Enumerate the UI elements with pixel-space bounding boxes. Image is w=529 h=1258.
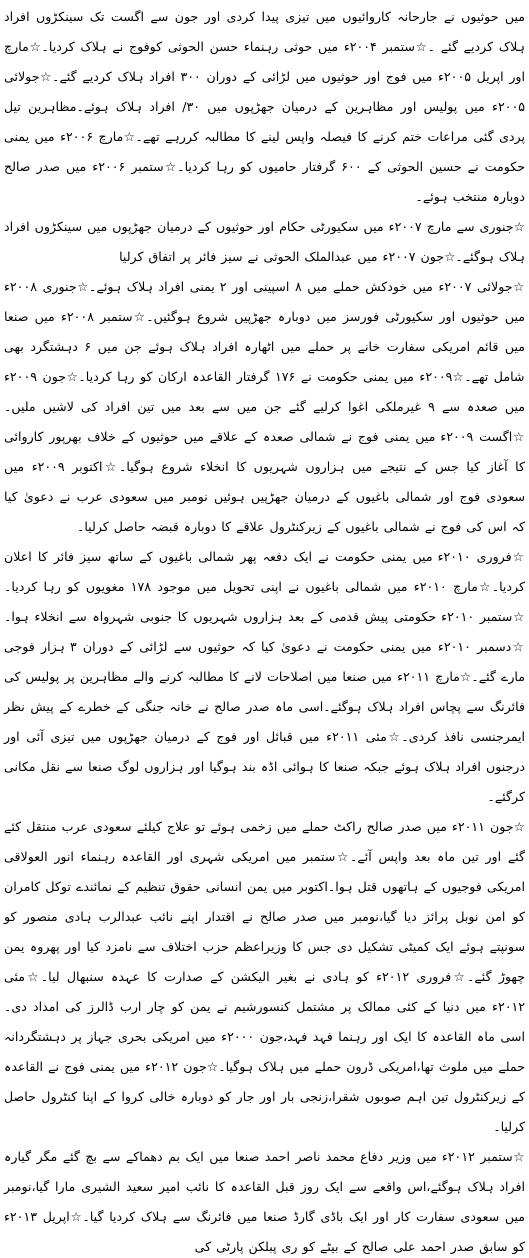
paragraph-2010-2011-events: ☆فروری ۲۰۱۰ء میں یمنی حکومت نے ایک دفعہ پھر شمالی باغیوں کے ساتھ سیز فائر کا اعلان کردیا۔☆مارچ ۲۰۱۰ء میں شمالی باغیوں نے اپنی تحویل میں موجود ۱۷۸ مغویوں کو رہا کردیا۔☆ستمبر ۲۰۱۰ء حکومتی پیش قدمی کے بعد ہزاروں شہریوں کا جنوبی شہرواہ سے انخلاء ہوا۔☆دسمبر ۲۰۱۰ء میں یمنی حکومت نے دعویٰ کیا کہ حوثیوں سے لڑائی کے دوران ۳ ہزار فوجی مارے گئے۔☆مارچ ۲۰۱۱ء میں صنعا میں اصلاحات لانے کا مطالبہ کرنے والے مظاہرین پر پولیس کی فائرنگ سے پچاس افراد ہلاک ہوگئے۔اسی ماہ صدر صالح نے خانہ جنگی کے خطرے کے پیش نظر ایمرجنسی نافذ کردی۔☆مئی ۲۰۱۱ء میں قبائل اور فوج کے درمیان جھڑپوں میں تیزی آئی اور درجنوں افراد ہلاک ہوئے جبکہ صنعا کا ہوائی اڈہ بند ہوگیا اور ہزاروں لوگ صنعا سے نقل مکانی کرگئے۔	[4, 549, 526, 804]
paragraph-2007-2009-events: ☆جولائی ۲۰۰۷ء میں خودکش حملے میں ۸ اسپینی اور ۲ یمنی افراد ہلاک ہوئے۔☆جنوری ۲۰۰۸ء میں حوثیوں اور سکیورٹی فورسز میں دوبارہ جھڑپیں شروع ہوگئیں۔☆ستمبر ۲۰۰۸ء میں صنعا میں قائم امریکی سفارت خانے پر حملے میں اٹھارہ افراد ہلاک ہوئے جن میں ۶ دہشتگرد بھی شامل تھے۔☆۲۰۰۹ء میں یمنی حکومت نے ۱۷۶ گرفتار القاعدہ ارکان کو رہا کردیا۔☆جون ۲۰۰۹ء میں صعدہ سے ۹ غیرملکی اغوا کرلیے گئے جن میں سے بعد میں تین افراد کی لاشیں ملیں۔☆اگست ۲۰۰۹ء میں یمنی فوج نے شمالی صعدہ کے علاقے میں حوثیوں کے خلاف بھرپور کاروائی کا آغاز کیا جس کے نتیجے میں ہزاروں شہریوں کا انخلاء شروع ہوگیا۔☆اکتوبر ۲۰۰۹ء میں سعودی فوج اور شمالی باغیوں کے درمیان جھڑپیں ہوئیں نومبر میں سعودی عرب نے دعویٰ کیا کہ اس کی فوج نے شمالی باغیوں کے زیرکنٹرول علاقے کا دوبارہ قبضہ حاصل کرلیا۔	[4, 279, 526, 534]
paragraph-houthi-2004-2006: میں حوثیوں نے جارحانہ کاروائیوں میں تیزی پیدا کردی اور جون سے اگست تک سینکڑوں افراد ہلاک کردیے گئے ۔☆ستمبر ۲۰۰۴ء میں حوثی رہنماء حسن الحوثی کوفوج نے ہلاک کردیا۔☆مارچ اور اپریل ۲۰۰۵ء میں فوج اور حوثیوں میں لڑائی کے دوران ۳۰۰ افراد ہلاک کردیے گئے۔☆جولائی ۲۰۰۵ء میں پولیس اور مظاہرین کے درمیان جھڑپوں میں ۳۰/ افراد ہلاک ہوئے۔مظاہرین تیل پردی گئی مراعات ختم کرنے کا فیصلہ واپس لینے کا مطالبہ کررہے تھے۔☆مارچ ۲۰۰۶ء میں یمنی حکومت نے حسین الحوثی کے ۶۰۰ گرفتار حامیوں کو رہا کردیا۔☆ستمبر ۲۰۰۶ء میں صدر صالح دوبارہ منتخب ہوئے۔	[4, 9, 526, 204]
paragraph-2007-clashes: ☆جنوری سے مارچ ۲۰۰۷ء میں سکیورٹی حکام اور حوثیوں کے درمیان جھڑپوں میں سینکڑوں افراد ہلاک ہوگئے۔☆جون ۲۰۰۷ء میں عبدالملک الحوثی نے سیز فائر پر اتفاق کرلیا	[4, 219, 525, 264]
paragraph-2012-2013-events: ☆ستمبر ۲۰۱۲ء میں وزیر دفاع محمد ناصر احمد صنعا میں ایک بم دھماکے سے بچ گئے مگر گیارہ افراد ہلاک ہوگئے،اس واقعے سے ایک روز قبل القاعدہ کا نائب امیر سعید الشیری مارا گیا،نومبر میں سعودی سفارت کار اور ایک باڈی گارڈ صنعا میں فائرنگ سے ہلاک کردیا گیا۔☆اپریل ۲۰۱۳ء کو سابق صدر احمد علی صالح کے بیٹے کو ری پبلکن پارٹی کی	[4, 1149, 525, 1254]
paragraph-2011-2012-events: ☆جون ۲۰۱۱ء میں صدر صالح راکٹ حملے میں زخمی ہوئے تو علاج کیلئے سعودی عرب منتقل کئے گئے اور تین ماہ بعد واپس آئے۔☆ستمبر میں امریکی شہری اور القاعدہ رہنماء انور العولاقی امریکی فوجیوں کے ہاتھوں قتل ہوا۔اکتوبر میں یمن انسانی حقوق تنظیم کے نمائندے توکل کامران کو امن نوبل پرائز دیا گیا،نومبر میں صدر صالح نے اقتدار اپنے نائب عبدالرب ہادی منصور کو سونپتے ہوئے ایک کمیٹی تشکیل دی جس کا وزیراعظم حزب اختلاف سے نامزد کیا اور پھروہ یمن چھوڑ گئے۔☆فروری ۲۰۱۲ء کو ہادی نے بغیر الیکشن کے صدارت کا عہدہ سنبھال لیا۔☆مئی ۲۰۱۲ء میں دنیا کے کئی ممالک پر مشتمل کنسورشیم نے یمن کو چار ارب ڈالرز کی امداد دی۔اسی ماہ القاعدہ کا ایک اور رہنما فہد فہد،جون ۲۰۰۰ء میں امریکی بحری جہاز پر دہشتگردانہ حملے میں ملوث تھا،امریکی ڈرون حملے میں ہلاک ہوگیا۔☆جون ۲۰۱۲ء میں یمنی فوج نے القاعدہ کے زیرکنٹرول تین اہم صوبوں شقرا،زنجی بار اور جار کو دوبارہ خالی کروا کے اپنا کنٹرول حاصل کرلیا۔	[4, 819, 525, 1134]
